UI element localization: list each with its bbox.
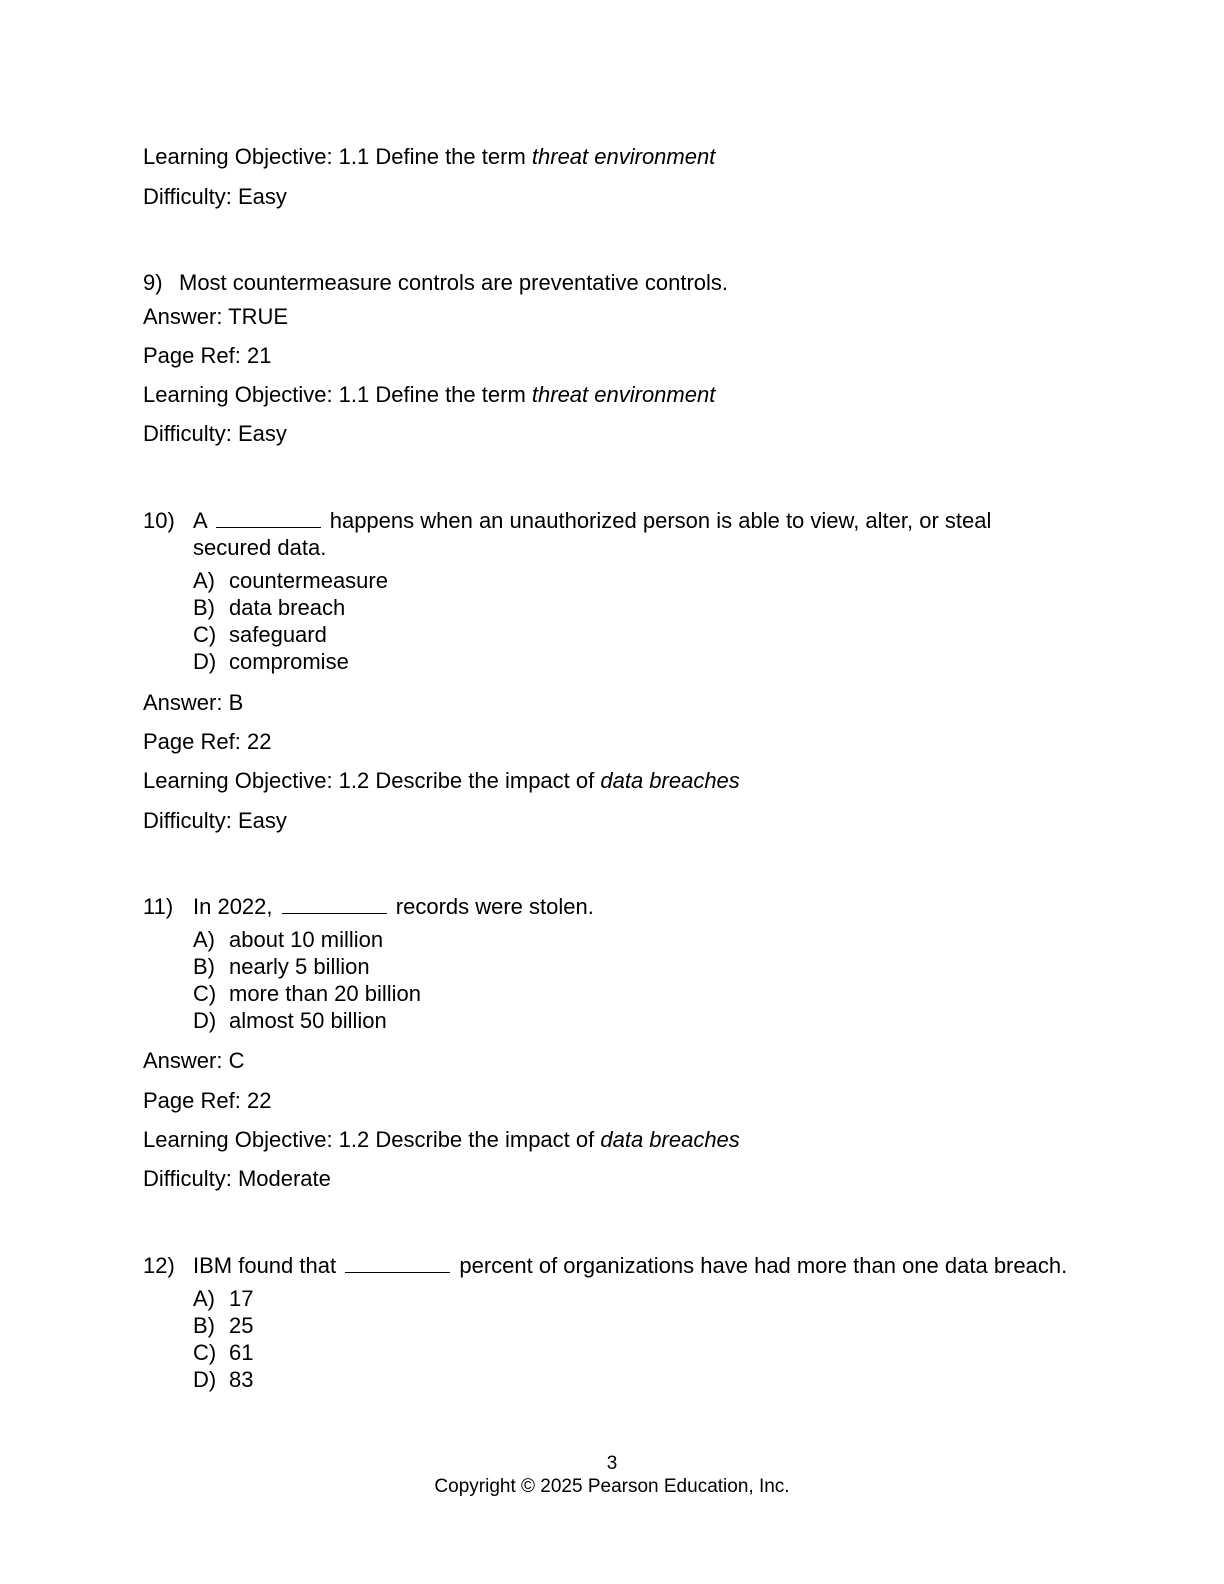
option-d: D) 83 (193, 1367, 254, 1392)
question-number: 10) (143, 508, 175, 533)
fill-in-blank (345, 1252, 450, 1273)
answer: Answer: TRUE (143, 304, 289, 329)
objective-text: Learning Objective: 1.2 Describe the impact of (143, 768, 601, 793)
option-a: A) 17 (193, 1286, 254, 1311)
page-ref: Page Ref: 21 (143, 343, 272, 368)
question-text: Most countermeasure controls are preventative controls. (179, 270, 729, 295)
option-d: D) almost 50 billion (193, 1008, 387, 1033)
question-text: In 2022, records were stolen. (193, 894, 594, 919)
copyright: Copyright © 2025 Pearson Education, Inc. (434, 1476, 790, 1497)
option-b: B) data breach (193, 595, 346, 620)
page-ref: Page Ref: 22 (143, 729, 272, 754)
learning-objective (143, 767, 740, 794)
fill-in-blank (216, 507, 321, 528)
objective-term: data breaches (600, 1127, 740, 1152)
question-number: 9) (143, 270, 163, 295)
question-number: 11) (143, 894, 174, 919)
objective-term: data breaches (600, 768, 740, 793)
option-c: C) more than 20 billion (193, 981, 422, 1006)
option-a: A) about 10 million (193, 927, 384, 952)
answer-options (193, 567, 1073, 675)
answer-options (193, 1285, 1073, 1393)
answer: Answer: C (143, 1048, 245, 1073)
question-12 (143, 1252, 1073, 1393)
question-number: 12) (143, 1253, 175, 1278)
question-text: A happens when an unauthorized person is able to view, alter, or steal secured data. (193, 508, 992, 560)
page-number: 3 (606, 1453, 618, 1474)
page-ref: Page Ref: 22 (143, 1088, 272, 1113)
difficulty: Difficulty: Easy (143, 184, 287, 209)
objective-text: Learning Objective: 1.1 Define the term (143, 144, 532, 169)
learning-objective (143, 381, 715, 408)
question-9 (143, 269, 1073, 296)
option-d: D) compromise (193, 649, 349, 674)
answer-options (193, 926, 1073, 1034)
objective-text: Learning Objective: 1.2 Describe the impact of (143, 1127, 601, 1152)
question-10 (143, 507, 1073, 675)
learning-objective (143, 1126, 740, 1153)
difficulty: Difficulty: Moderate (143, 1166, 331, 1191)
option-c: C) 61 (193, 1340, 254, 1365)
difficulty: Difficulty: Easy (143, 421, 287, 446)
answer: Answer: B (143, 690, 244, 715)
learning-objective (143, 143, 715, 170)
option-a: A) countermeasure (193, 568, 388, 593)
objective-text: Learning Objective: 1.1 Define the term (143, 382, 532, 407)
question-11 (143, 893, 1073, 1034)
fill-in-blank (282, 893, 387, 914)
option-b: B) 25 (193, 1313, 254, 1338)
option-b: B) nearly 5 billion (193, 954, 370, 979)
difficulty: Difficulty: Easy (143, 808, 287, 833)
question-text: IBM found that percent of organizations have had more than one data breach. (193, 1253, 1068, 1278)
objective-term: threat environment (531, 144, 716, 169)
objective-term: threat environment (531, 382, 716, 407)
option-c: C) safeguard (193, 622, 327, 647)
